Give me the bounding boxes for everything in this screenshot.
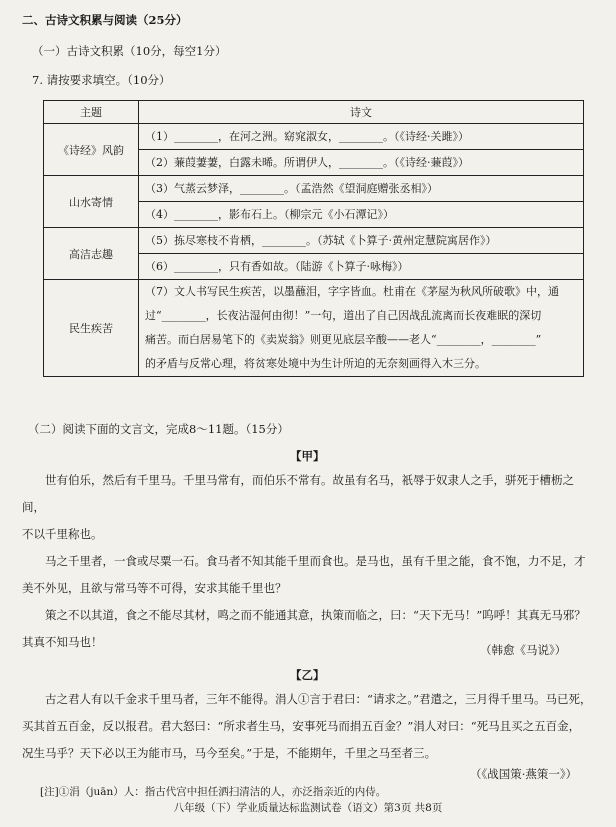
verse-line: （2）蒹葭萋萋，白露未晞。所谓伊人，________。（《诗经·蒹葭》） — [139, 150, 584, 176]
verse-line: （5）拣尽寒枝不肯栖，________。（苏轼《卜算子·黄州定慧院寓居作》） — [139, 228, 584, 254]
passage-line: 马之千里者，一食或尽粟一石。食马者不知其能千里而食也。是马也，虽有千里之能，食不饱，力不足，才 — [45, 554, 586, 568]
passage-line: 况生马乎？天下必以王为能市马，马今至矣。”于是，不能期年，千里之马至者三。 — [22, 746, 437, 760]
theme-cell: 山水寄情 — [44, 176, 139, 228]
verse-line: （1）________，在河之洲。窈窕淑女，________。（《诗经·关雎》） — [139, 124, 584, 150]
theme-cell: 民生疾苦 — [44, 280, 139, 377]
question-7: 7. 请按要求填空。（10分） — [32, 73, 171, 87]
verse-line: （6）________，只有香如故。（陆游《卜算子·咏梅》） — [139, 254, 584, 280]
page-footer: 八年级（下）学业质量达标监测试卷（语文）第3页 共8页 — [173, 802, 443, 814]
part2-title: （二）阅读下面的文言文，完成8～11题。（15分） — [28, 422, 289, 436]
table-header-poem: 诗文 — [139, 101, 584, 124]
theme-cell: 《诗经》风韵 — [44, 124, 139, 176]
passage-yi-source: （《战国策·燕策一》） — [470, 767, 578, 781]
passage-jia — [22, 467, 592, 656]
annotation-note: [注]①涓（juān）人：指古代宫中担任洒扫清洁的人，亦泛指亲近的内侍。 — [40, 786, 387, 798]
passage-jia-label: 【甲】 — [290, 449, 325, 463]
poetry-table — [43, 100, 584, 377]
passage-yi-label: 【乙】 — [290, 668, 325, 682]
passage-line: 策之不以其道，食之不能尽其材，鸣之而不能通其意，执策而临之，曰：“天下无马！”呜呼！其真无马邪？ — [45, 608, 586, 622]
verse-line: （3）气蒸云梦泽，________。（孟浩然《望洞庭赠张丞相》） — [139, 176, 584, 202]
passage-line: 世有伯乐，然后有千里马。千里马常有，而伯乐不常有。故虽有名马，祇辱于奴隶人之手，骈死于槽枥之间， — [22, 473, 574, 514]
verse-paragraph — [139, 280, 584, 377]
theme-cell: 高洁志趣 — [44, 228, 139, 280]
passage-line: 买其首五百金，反以报君。君大怒曰：“所求者生马，安事死马而捐五百金？”涓人对曰：“死马且买之五百金， — [22, 719, 581, 733]
passage-line: 古之君人有以千金求千里马者，三年不能得。涓人①言于君曰：“请求之。”君遣之，三月得千里马。马已死， — [45, 692, 592, 706]
table-header-theme: 主题 — [44, 101, 139, 124]
passage-line: 美不外见，且欲与常马等不可得，安求其能千里也？ — [22, 581, 287, 595]
passage-line: 不以千里称也。 — [22, 527, 103, 541]
verse-line: （4）________，影布石上。（柳宗元《小石潭记》） — [139, 202, 584, 228]
verse-line: 痛苦。而白居易笔下的《卖炭翁》则更见底层辛酸——老人“________，________” — [145, 333, 542, 346]
verse-line: 过“________，长夜沾湿何由彻！”一句，道出了自己因战乱流离而长夜难眠的深切 — [145, 309, 542, 322]
passage-jia-source: （韩愈《马说》） — [480, 643, 567, 657]
passage-yi — [22, 686, 592, 767]
passage-line: 其真不知马也！ — [22, 635, 103, 649]
section-title: 二、古诗文积累与阅读（25分） — [22, 13, 188, 27]
part1-title: （一）古诗文积累（10分，每空1分） — [32, 44, 227, 58]
verse-line: （7）文人书写民生疾苦，以墨蘸泪，字字皆血。杜甫在《茅屋为秋风所破歌》中，通 — [145, 285, 559, 298]
verse-line: 的矛盾与反常心理，将贫寒处境中为生计所迫的无奈刻画得入木三分。 — [145, 357, 486, 370]
